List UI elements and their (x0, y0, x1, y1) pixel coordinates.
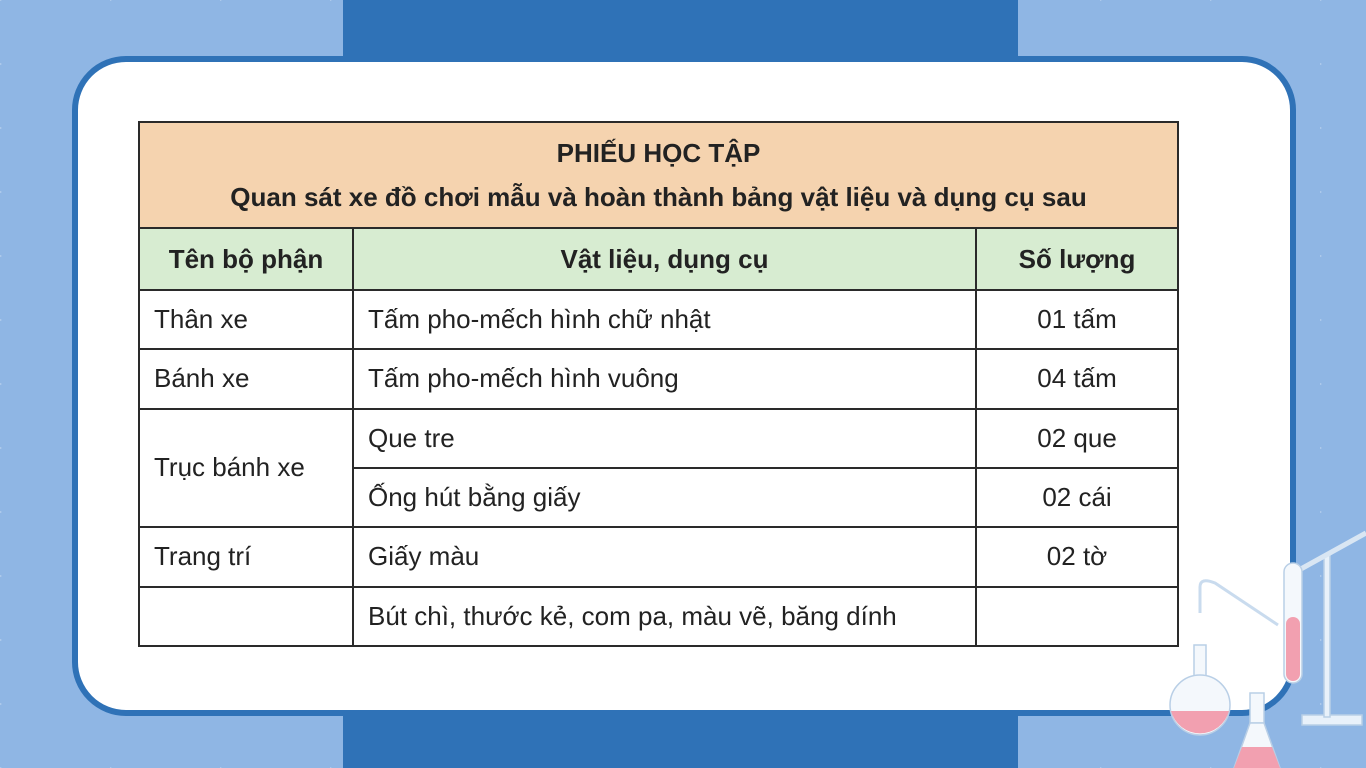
material-cell: Tấm pho-mếch hình vuông (353, 349, 976, 408)
table-row (139, 409, 1178, 468)
material-cell: Tấm pho-mếch hình chữ nhật (353, 290, 976, 349)
worksheet-title-row (139, 122, 1178, 228)
part-cell: Thân xe (139, 290, 353, 349)
quantity-cell: 02 que (976, 409, 1178, 468)
material-cell: Que tre (353, 409, 976, 468)
material-cell: Ống hút bằng giấy (353, 468, 976, 527)
quantity-cell: 01 tấm (976, 290, 1178, 349)
quantity-cell: 02 tờ (976, 527, 1178, 586)
table-row (139, 587, 1178, 646)
column-header-row (139, 228, 1178, 289)
part-cell (139, 587, 353, 646)
quantity-cell: 04 tấm (976, 349, 1178, 408)
worksheet-title-cell (139, 122, 1178, 228)
quantity-cell (976, 587, 1178, 646)
material-cell: Giấy màu (353, 527, 976, 586)
quantity-cell: 02 cái (976, 468, 1178, 527)
table-row (139, 349, 1178, 408)
worksheet-table (138, 121, 1179, 647)
table-row (139, 290, 1178, 349)
part-cell: Trang trí (139, 527, 353, 586)
column-header-quantity: Số lượng (976, 228, 1178, 289)
table-row (139, 527, 1178, 586)
top-accent-band (343, 0, 1018, 62)
column-header-material: Vật liệu, dụng cụ (353, 228, 976, 289)
worksheet-subtitle: Quan sát xe đồ chơi mẫu và hoàn thành bảng vật liệu và dụng cụ sau (230, 182, 1087, 213)
part-cell: Bánh xe (139, 349, 353, 408)
column-header-part: Tên bộ phận (139, 228, 353, 289)
material-cell: Bút chì, thước kẻ, com pa, màu vẽ, băng dính (353, 587, 976, 646)
lab-glassware-icon (1160, 525, 1366, 768)
part-cell: Trục bánh xe (139, 409, 353, 528)
worksheet-title: PHIẾU HỌC TẬP (556, 138, 761, 169)
bottom-accent-band (343, 708, 1018, 768)
